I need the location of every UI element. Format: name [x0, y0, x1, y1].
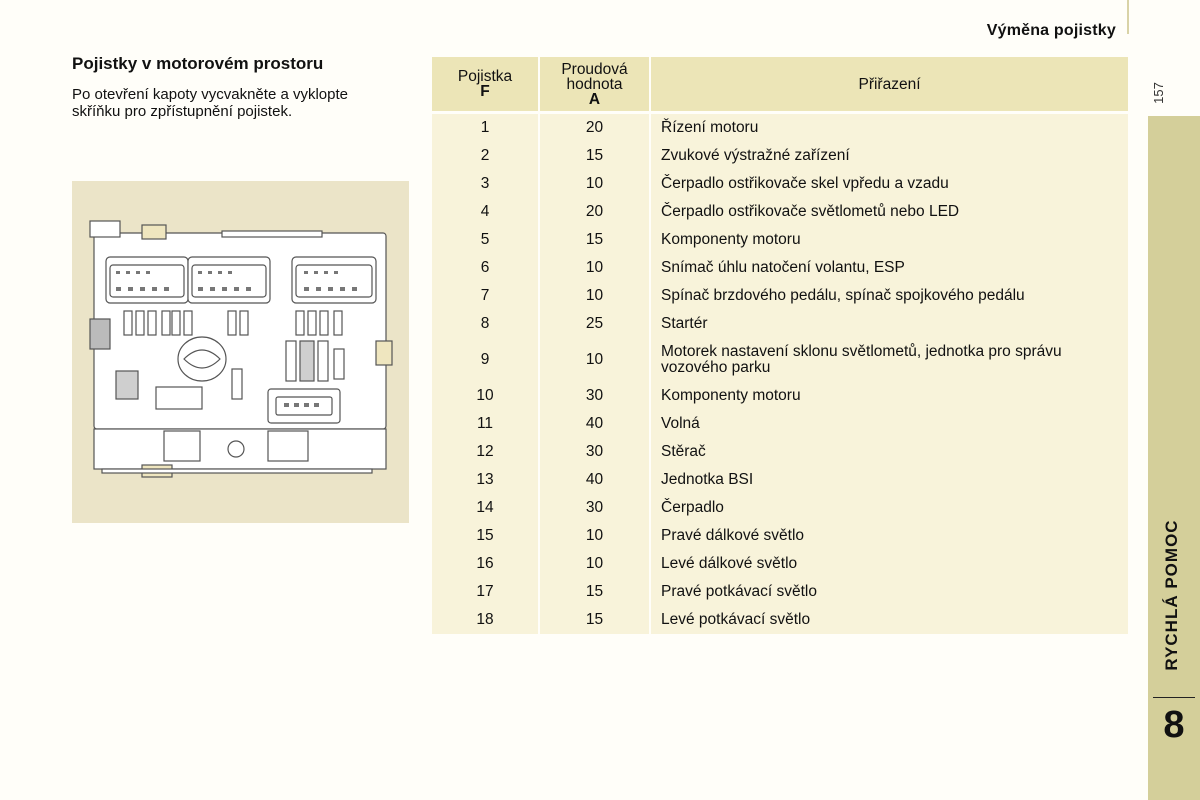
fuse-number: 9 — [432, 338, 539, 382]
table-header-row — [432, 57, 1128, 111]
fuse-number: 13 — [432, 466, 539, 494]
fuse-assignment: Motorek nastavení sklonu světlometů, jednotka pro správu vozového parku — [650, 338, 1128, 382]
fuse-amps: 10 — [539, 338, 650, 382]
section-title: Pojistky v motorovém prostoru — [72, 54, 324, 73]
fuse-number: 2 — [432, 142, 539, 170]
header-divider — [1127, 0, 1129, 34]
fuse-assignment: Levé dálkové světlo — [650, 550, 1128, 578]
header-current-symbol: A — [588, 90, 601, 108]
fuse-number: 17 — [432, 578, 539, 606]
table-row — [432, 466, 1128, 494]
fuse-assignment: Stěrač — [650, 438, 1128, 466]
chapter-number: 8 — [1163, 704, 1185, 746]
fuse-number: 7 — [432, 282, 539, 310]
fuse-amps: 15 — [539, 578, 650, 606]
fuse-amps: 15 — [539, 606, 650, 634]
table-row — [432, 550, 1128, 578]
fuse-assignment: Pravé potkávací světlo — [650, 578, 1128, 606]
table-row — [432, 382, 1128, 410]
table-row — [432, 338, 1128, 382]
fuse-number: 1 — [432, 114, 539, 142]
fuse-number: 8 — [432, 310, 539, 338]
fuse-amps: 30 — [539, 494, 650, 522]
fuse-number: 14 — [432, 494, 539, 522]
fuse-assignment: Komponenty motoru — [650, 226, 1128, 254]
table-row — [432, 578, 1128, 606]
table-row — [432, 494, 1128, 522]
fuse-amps: 10 — [539, 282, 650, 310]
header-assignment: Přiřazení — [650, 57, 1128, 111]
table-row — [432, 438, 1128, 466]
table-row — [432, 282, 1128, 310]
table-row — [432, 254, 1128, 282]
page-number: 157 — [1150, 82, 1166, 104]
table-row — [432, 198, 1128, 226]
table-row — [432, 410, 1128, 438]
fuse-number: 4 — [432, 198, 539, 226]
fuse-number: 11 — [432, 410, 539, 438]
header-fuse — [432, 57, 539, 111]
chapter-label: RYCHLÁ POMOC — [1162, 519, 1181, 671]
fuse-amps: 15 — [539, 226, 650, 254]
header-current — [539, 57, 650, 111]
fuse-amps: 10 — [539, 522, 650, 550]
fuse-number: 15 — [432, 522, 539, 550]
fuse-box-illustration — [72, 181, 409, 523]
fuse-amps: 15 — [539, 142, 650, 170]
fuse-assignment: Čerpadlo — [650, 494, 1128, 522]
fuse-assignment: Pravé dálkové světlo — [650, 522, 1128, 550]
fuse-number: 5 — [432, 226, 539, 254]
fuse-number: 18 — [432, 606, 539, 634]
fuse-amps: 30 — [539, 438, 650, 466]
table-row — [432, 142, 1128, 170]
fuse-amps: 10 — [539, 170, 650, 198]
fuse-assignment: Čerpadlo ostřikovače skel vpředu a vzadu — [650, 170, 1128, 198]
fuse-assignment: Volná — [650, 410, 1128, 438]
section-text: Po otevření kapoty vycvakněte a vyklopte skříňku pro zpřístupnění pojistek. — [72, 86, 348, 120]
fuse-amps: 25 — [539, 310, 650, 338]
chapter-divider — [1153, 697, 1195, 698]
fuse-amps: 40 — [539, 466, 650, 494]
fuse-assignment: Zvukové výstražné zařízení — [650, 142, 1128, 170]
header-fuse-label: Pojistka — [457, 68, 513, 85]
fuse-number: 6 — [432, 254, 539, 282]
fuse-assignment: Řízení motoru — [650, 114, 1128, 142]
fuse-assignment: Startér — [650, 310, 1128, 338]
fuse-amps: 30 — [539, 382, 650, 410]
fuse-assignment: Čerpadlo ostřikovače světlometů nebo LED — [650, 198, 1128, 226]
table-row — [432, 226, 1128, 254]
fuse-amps: 20 — [539, 198, 650, 226]
table-row — [432, 606, 1128, 634]
fuse-amps: 10 — [539, 550, 650, 578]
fuse-amps: 10 — [539, 254, 650, 282]
fuse-table-body — [432, 114, 1128, 634]
fuse-number: 16 — [432, 550, 539, 578]
fuse-assignment: Jednotka BSI — [650, 466, 1128, 494]
fuse-number: 10 — [432, 382, 539, 410]
header-current-label: Proudová hodnota — [561, 60, 628, 93]
fuse-assignment: Komponenty motoru — [650, 382, 1128, 410]
table-row — [432, 114, 1128, 142]
fuse-assignment: Snímač úhlu natočení volantu, ESP — [650, 254, 1128, 282]
fuse-number: 3 — [432, 170, 539, 198]
fuse-amps: 40 — [539, 410, 650, 438]
fuse-assignment: Spínač brzdového pedálu, spínač spojkového pedálu — [650, 282, 1128, 310]
table-row — [432, 310, 1128, 338]
fuse-box-diagram — [72, 181, 409, 523]
fuse-table — [432, 57, 1128, 634]
fuse-assignment: Levé potkávací světlo — [650, 606, 1128, 634]
header-fuse-symbol: F — [480, 83, 490, 100]
page-header-title: Výměna pojistky — [986, 22, 1116, 39]
table-row — [432, 170, 1128, 198]
fuse-amps: 20 — [539, 114, 650, 142]
fuse-number: 12 — [432, 438, 539, 466]
table-row — [432, 522, 1128, 550]
